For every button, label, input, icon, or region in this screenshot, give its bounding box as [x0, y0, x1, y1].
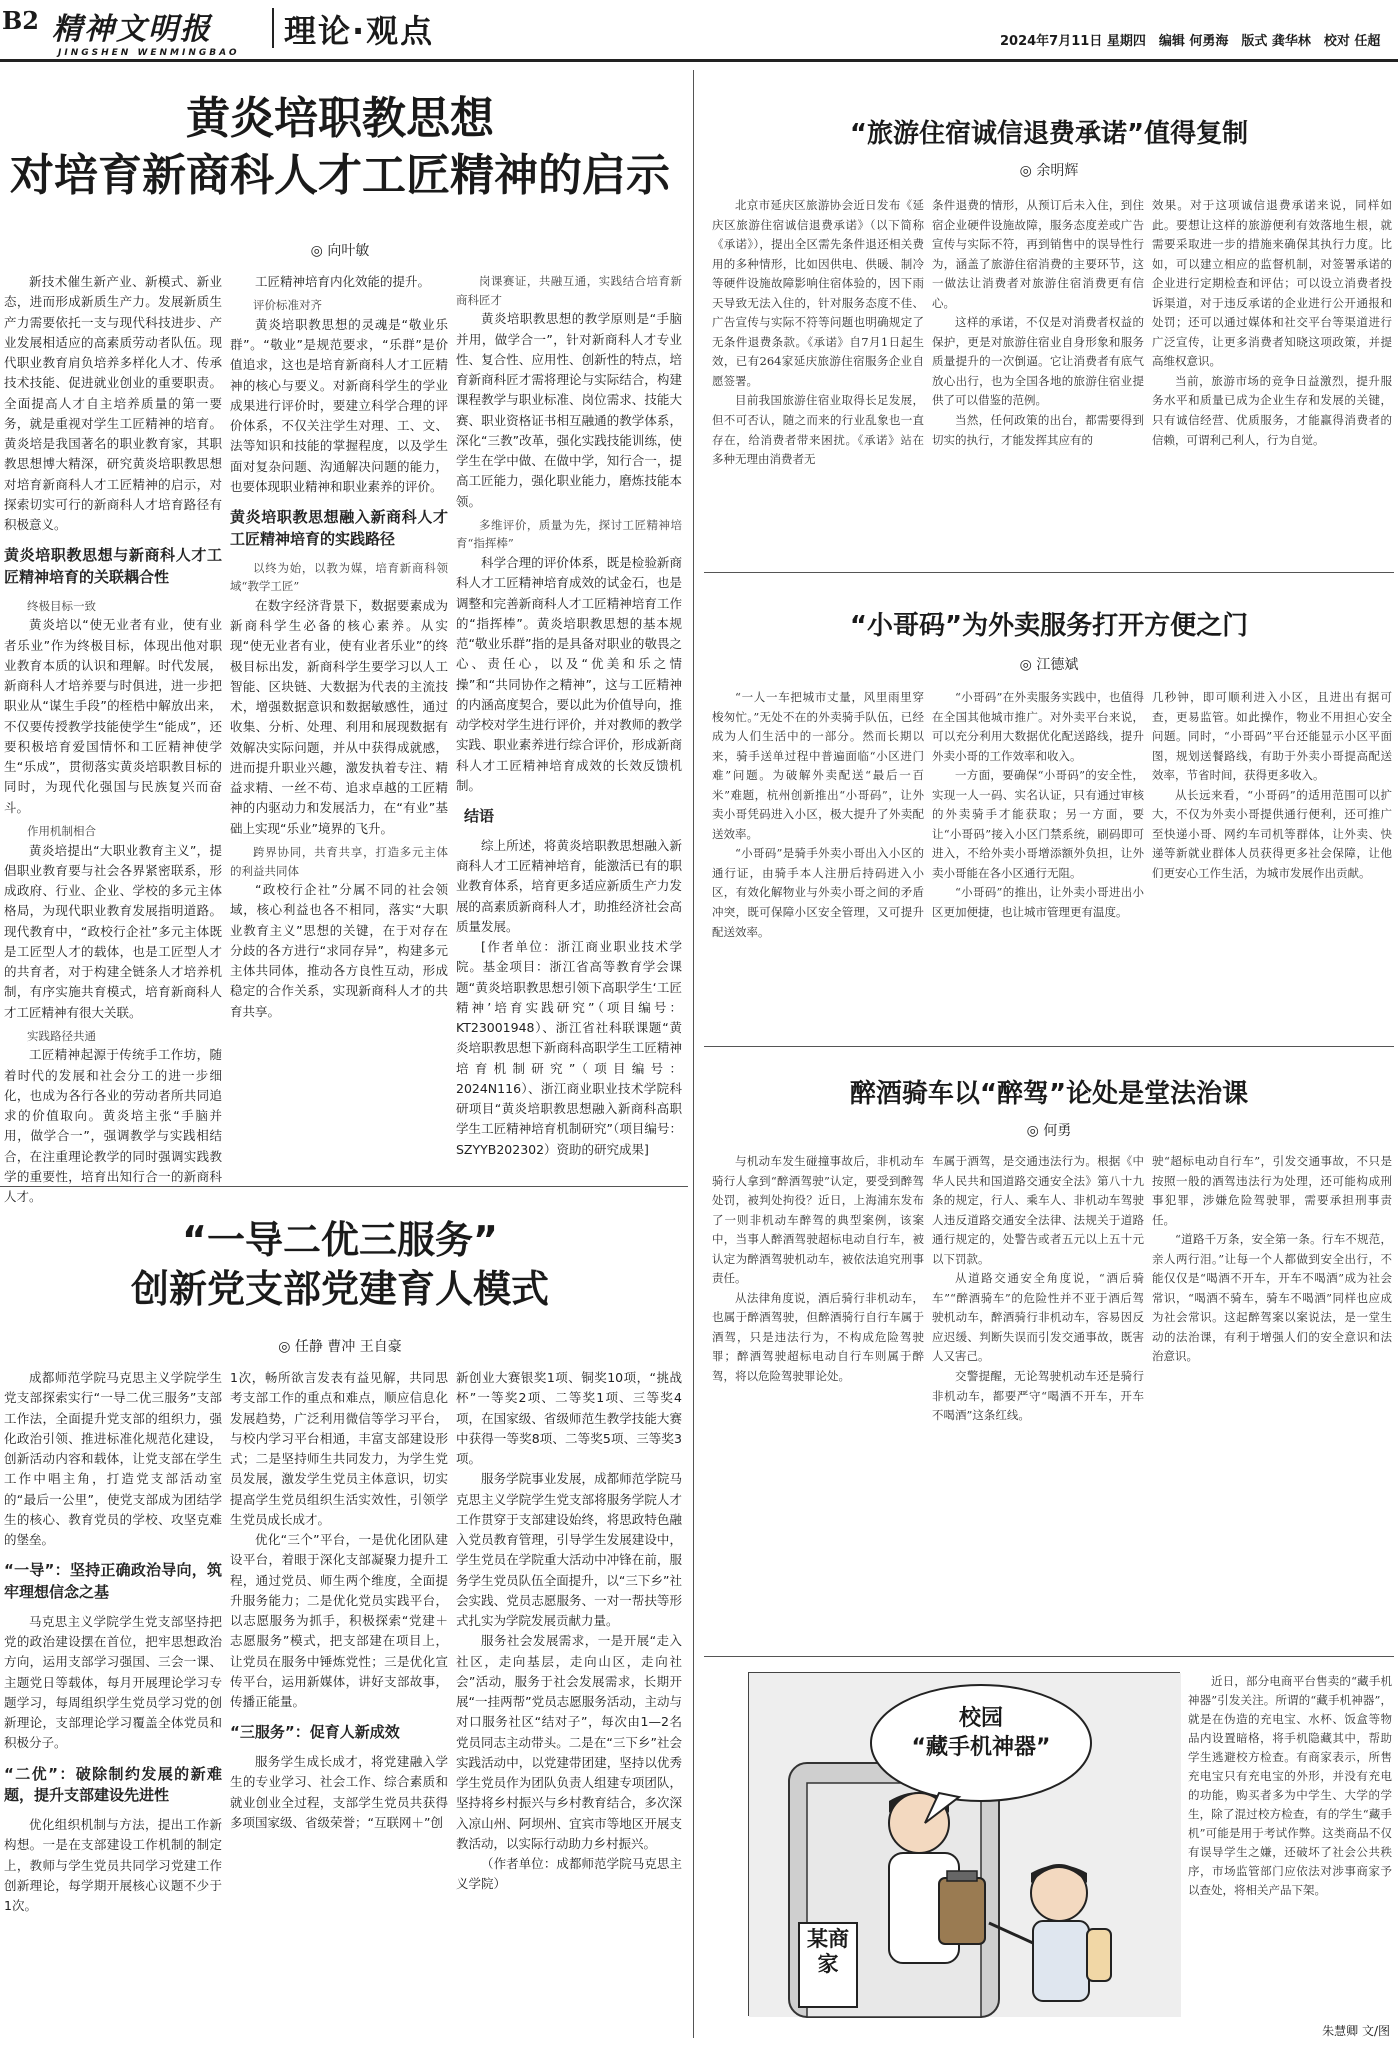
article-separator: [0, 1186, 688, 1187]
article-separator: [704, 1046, 1394, 1047]
page-vertical-divider: [693, 70, 694, 2038]
article5-column-3: [1152, 1152, 1392, 1646]
dateline: 2024年7月11日 星期四 编辑 何勇海 版式 龚华林 校对 任超: [1000, 34, 1381, 49]
article3-column-1: [712, 196, 924, 562]
paragraph: 条件退费的情形，从预订后未入住，到住宿企业硬件设施故障，服务态度差或广告宣传与实际不符，再到销售中的误导性行为，涵盖了旅游住宿消费的主要环节，这一做法让消费者对旅游住宿消费更有信心。: [932, 198, 1144, 310]
article5-headline: 醉酒骑车以“醉驾”论处是堂法治课: [849, 1079, 1249, 1109]
cartoon-caption: 近日，部分电商平台售卖的“藏手机神器”引发关注。所谓的“藏手机神器”，就是在伪造的充电宝、水杯、饭盒等物品内设置暗格，将手机隐藏其中，帮助学生逃避校方检查。有商家表示，所售充电宝只有充电宝的外形，并没有充电的功能，购买者多为中学生、大学的学生，除了混过校方检查，有的学生“藏手机”可能是用于考试作弊。这类商品不仅有误导学生之嫌，还破坏了社会公共秩序，市场监管部门应依法对涉事商家予以查处，将相关产品下架。: [1188, 1674, 1392, 1897]
paragraph: 工匠精神起源于传统手工作坊，随着时代的发展和社会分工的进一步细化，也成为各行各业的劳动者所共同追求的价值取向。黄炎培主张“手脑并用，做学合一”，强调教学与实践相结合，在注重理论教学的同时强调实践教学的重要性，培育出知行合一的新商科人才。: [4, 1047, 222, 1205]
minihead: 终极目标一致: [27, 598, 96, 613]
paragraph: 交警提醒，无论驾驶机动车还是骑行非机动车，都要严守“喝酒不开车，开车不喝酒”这条红线。: [932, 1369, 1144, 1423]
article3-column-3: [1152, 196, 1392, 562]
paragraph: 黄炎培提出“大职业教育主义”，提倡职业教育要与社会各界紧密联系，形成政府、行业、企业、学校的多元主体格局，为现代职业教育发展指明道路。现代教育中，“政校行企社”多元主体既是工匠型人才的载体，也是工匠型人才的共育者，对于构建全链条人才培养机制，有序实施共育模式，培育新商科人才工匠精神有很大关联。: [4, 842, 222, 1020]
article2-author-note: （作者单位：成都师范学院马克思主义学院）: [456, 1856, 682, 1892]
paragraph: 目前我国旅游住宿业取得长足发展，但不可否认，随之而来的行业乱象也一直存在，给消费者带来困扰。《承诺》站在多种无理由消费者无: [712, 393, 924, 467]
minihead: 多维评价，质量为先，探讨工匠精神培育“指挥棒”: [456, 517, 682, 551]
paragraph: 优化“三个”平台，一是优化团队建设平台，着眼于深化支部凝聚力提升工程，通过党员、师生两个维度，全面提升服务能力；二是优化党员实践平台，以志愿服务为抓手，积极探索“党建＋志愿服务”模式，把支部建在项目上，让党员在服务中锤炼党性；三是优化宣传平台，运用新媒体，讲好支部故事，传播正能量。: [230, 1532, 448, 1709]
paragraph: 科学合理的评价体系，既是检验新商科人才工匠精神培育成效的试金石，也是调整和完善新商科人才工匠精神培育工作的“指挥棒”。黄炎培职教思想的基本规范“敬业乐群”指的是具备对职业的敬畏之心、责任心，以及“优美和乐之情操”和“共同协作之精神”，这与工匠精神的内涵高度契合，要以此为价值导向，推动学校对学生进行评价，并对教师的教学实践、职业素养进行综合评价，形成新商科人才工匠精神培育成效的长效反馈机制。: [456, 555, 682, 793]
article4-column-3: [1152, 688, 1392, 1038]
article2-subhead-3: “三服务”：促育人新成效: [230, 1723, 400, 1742]
article2-column-2: [230, 1368, 448, 2042]
article3-byline: ◎ 余明辉: [1019, 163, 1079, 179]
article1-headline: [0, 90, 680, 204]
article2-subhead-2: “二优”：破除制约发展的新难题，提升支部建设先进性: [4, 1764, 222, 1805]
article1-author-note: [作者单位：浙江商业职业技术学院。基金项目：浙江省高等教育学会课题“黄炎培职教思想引领下高职学生‘工匠精神’培育实践研究”（项目编号：KT23001948）、浙江省社科联课题“黄炎培职教思想下新商科高职学生工匠精神培育机制研究”（项目编号：2024N116）、浙江商业职业技术学院科研项目“黄炎培职教思想融入新商科高职学生工匠精神培育机制研究”（项目编号：SZYYB202302）资助的研究成果]: [456, 939, 682, 1157]
minihead: 评价标准对齐: [253, 298, 322, 313]
paragraph: 从道路交通安全角度说，“酒后骑车”“醉酒骑车”的危险性并不亚于酒后驾驶机动车，醉酒骑行非机动车，容易因反应迟缓、判断失误而引发交通事故，既害人又害己。: [932, 1271, 1144, 1364]
paragraph: “小哥码”在外卖服务实践中，也值得在全国其他城市推广。对外卖平台来说，可以充分利用大数据优化配送路线，提升外卖小哥的工作效率和收入。: [932, 690, 1144, 763]
article-separator: [704, 1656, 1394, 1657]
minihead: 实践路径共通: [27, 1028, 96, 1043]
paragraph: 服务学生成长成才，将党建融入学生的专业学习、社会工作、综合素质和就业创业全过程，支部学生党员共获得多项国家级、省级荣誉；“互联网＋”创: [230, 1754, 448, 1830]
article5-column-2: [932, 1152, 1144, 1646]
minihead: 作用机制相合: [27, 823, 96, 838]
article1-conclusion-head: 结语: [464, 807, 495, 825]
paragraph: 黄炎培职教思想的灵魂是“敬业乐群”。“敬业”是规范要求，“乐群”是价值追求，这也是培育新商科人才工匠精神的核心与要义。对新商科学生的学业成果进行评价时，要建立科学合理的评价体系，不仅关注学生对理、工、文、法等知识和技能的掌握程度，以及学生面对复杂问题、沟通解决问题的能力，也要体现职业精神和职业素养的评价。: [230, 316, 448, 494]
article2-headline: [0, 1216, 680, 1315]
article1-column-2: [230, 272, 448, 1164]
paragraph: 在数字经济背景下，数据要素成为新商科学生必备的核心素养。从实现“使无业者有业，使有业者乐业”的终极目标出发，新商科学生要学习以人工智能、区块链、大数据为代表的主流技术，增强数据意识和数据敏感性，通过收集、分析、处理、利用和展现数据有效解决实际问题，并从中获得成就感，进而提升职业兴趣，激发执着专注、精益求精、一丝不苟、追求卓越的工匠精神的内驱动力和发展活力，在“有业”基础上实现“乐业”境界的飞升。: [230, 597, 448, 836]
paragraph: 黄炎培以“使无业者有业，使有业者乐业”作为终极目标，体现出他对职业教育本质的认识和理解。时代发展，新商科人才培养要与时俱进，进一步把职业从“谋生手段”的桎梏中解放出来，不仅要传授教学技能使学生“能成”，还要积极培育爱国情怀和工匠精神使学生“乐成”，贯彻落实黄炎培职教目标的同时，为现代化强国与民族复兴而奋斗。: [4, 617, 222, 815]
paragraph: 从法律角度说，酒后骑行非机动车，也属于醉酒驾驶，但醉酒骑行自行车属于酒驾，只是违法行为，不构成危险驾驶罪；醉酒驾驶超标电动自行车则属于醉驾，将以危险驾驶罪论处。: [712, 1290, 924, 1384]
masthead: [0, 0, 1398, 62]
paragraph: 工匠精神培育内化效能的提升。: [255, 274, 431, 289]
editorial-cartoon: [748, 1672, 1180, 2016]
article1-subhead-1: 黄炎培职教思想与新商科人才工匠精神培育的关联耦合性: [4, 546, 222, 586]
paragraph: 成都师范学院马克思主义学院学生党支部探索实行“一导二优三服务”支部工作法，全面提升党支部的组织力，强化政治引领、推进标准化规范化建设，创新活动内容和载体，让党支部在学生工作中唱主角，打造党支部活动室的“最后一公里”，使党支部成为团结学生的核心、教育党员的学校、攻坚克难的堡垒。: [4, 1370, 222, 1547]
minihead: 跨界协同，共育共享，打造多元主体的利益共同体: [230, 844, 448, 878]
article1-byline: ◎ 向叶敏: [310, 243, 370, 259]
shop-label: 某商家: [807, 1927, 849, 1977]
article2-column-1: [4, 1368, 222, 2042]
paragraph: 新创业大赛银奖1项、铜奖10项，“挑战杯”一等奖2项、二等奖1项、三等奖4项，在国家级、省级师范生教学技能大赛中获得一等奖8项、二等奖5项、三等奖3项。: [456, 1370, 682, 1466]
paragraph: 从长远来看，“小哥码”的适用范围可以扩大，不仅为外卖小哥提供通行便利，还可推广至快递小哥、网约车司机等群体，让外卖、快递等新就业群体人员获得更多社会保障，让他们更安心工作生活，为城市发展作出贡献。: [1152, 787, 1392, 880]
article1-column-1: [4, 272, 222, 1205]
paragraph: 车属于酒驾，是交通违法行为。根据《中华人民共和国道路交通安全法》第八十九条的规定，行人、乘车人、非机动车驾驶人违反道路交通安全法律、法规关于道路通行规定的，处警告或者五元以上五十元以下罚款。: [932, 1154, 1144, 1266]
paragraph: 与机动车发生碰撞事故后，非机动车骑行人拿到“醉酒驾驶”认定，要受到醉驾处罚，被判处拘役？近日，上海浦东发布了一则非机动车醉驾的典型案例，该案中，当事人醉酒驾驶超标电动自行车，被认定为醉酒驾驶机动车，被依法追究刑事责任。: [712, 1154, 924, 1286]
article4-byline: ◎ 江德斌: [1019, 657, 1079, 673]
paragraph: 马克思主义学院学生党支部坚持把党的政治建设摆在首位，把牢思想政治方向，运用支部学习强国、三会一课、主题党日等载体，每月开展理论学习专题学习，每周组织学生党员学习党的创新理论，支部理论学习覆盖全体党员和积极分子。: [4, 1613, 222, 1751]
article2-byline: ◎ 任静 曹冲 王自豪: [278, 1339, 402, 1355]
article5-column-1: [712, 1152, 924, 1646]
paragraph: 服务学院事业发展，成都师范学院马克思主义学院学生党支部将服务学院人才工作贯穿于支部建设始终，将思政特色融入党员教育管理，引导学生发展建设中，学生党员在学院重大活动中冲锋在前，服务学生党员队伍全面提升，以“三下乡”社会实践、党员志愿服务、一对一帮扶等形式扎实为学院发展贡献力量。: [456, 1471, 682, 1628]
article-separator: [704, 572, 1394, 573]
paragraph: 效果。对于这项诚信退费承诺来说，同样如此。要想让这样的旅游便利有效落地生根，就需要采取进一步的措施来确保其执行力度。比如，可以建立相应的监督机制，对签署承诺的企业进行定期检查和评估；可以设立消费者投诉渠道，对于违反承诺的企业进行公开通报和处罚；还可以通过媒体和社交平台等渠道进行广泛宣传，让更多消费者知晓这项政策，并提高维权意识。: [1152, 198, 1392, 369]
minihead: 以终为始，以教为媒，培育新商科领域“教学工匠”: [230, 560, 448, 594]
bubble-line-1: 校园: [958, 1706, 1003, 1731]
article4-column-2: [932, 688, 1144, 1038]
article2-column-3: [456, 1368, 682, 2042]
paragraph: 黄炎培职教思想的教学原则是“手脑并用，做学合一”，针对新商科人才专业性、复合性、应用性、创新性的特点，培育新商科匠才需将理论与实际结合，构建课程教学与职业标准、岗位需求、技能大赛、职业资格证书相互融通的教学体系，深化“三教”改革，强化实践技能训练，使学生在学中做、在做中学，知行合一，提高工匠能力，强化职业能力，磨炼技能本领。: [456, 311, 682, 509]
paragraph: 这样的承诺，不仅是对消费者权益的保护，更是对旅游住宿业自身形象和服务质量提升的一次倒逼。它让消费者有底气放心出行，也为全国各地的旅游住宿业提供了可以借鉴的范例。: [932, 315, 1144, 408]
article3-headline: “旅游住宿诚信退费承诺”值得复制: [849, 119, 1249, 149]
paragraph: 优化组织机制与方法，提出工作新构想。一是在支部建设工作机制的制定上，教师与学生党员共同学习党建工作创新理论，每学期开展核心议题不少于1次。: [4, 1817, 222, 1913]
paragraph: 当然，任何政策的出台，都需要得到切实的执行，才能发挥其应有的: [932, 413, 1144, 447]
paragraph: 北京市延庆区旅游协会近日发布《延庆区旅游住宿诚信退费承诺》（以下简称《承诺》），提出全区需先条件退还相关费用的多种情形，比如因供电、供暖、制冷等硬件设施故障影响住宿体验的，因下雨天导致无法入住的，针对服务态度不佳、广告宣传与实际不符等问题也明确规定了无条件退费条款。《承诺》自7月1日起生效，已有264家延庆旅游住宿服务企业自愿签署。: [712, 198, 924, 388]
section-title: 理论·观点: [284, 12, 435, 50]
article2-title-line2: 创新党支部党建育人模式: [130, 1267, 549, 1312]
paragraph: 综上所述，将黄炎培职教思想融入新商科人才工匠精神培育，能激活已有的职业教育体系，培育更多适应新质生产力发展的高素质新商科人才，助推经济社会高质量发展。: [456, 837, 682, 934]
paragraph: 服务社会发展需求，一是开展“走入社区，走向基层，走向山区，走向社会”活动，服务于社会发展需求，长期开展“一挂两帮”党员志愿服务活动，主动与对口服务社区“结对子”，每次由1—2名党员同志主动带头。二是在“三下乡”社会实践活动中，以党建带团建，坚持以优秀学生党员作为团队负责人组建专项团队，坚持将乡村振兴与乡村教育结合，多次深入凉山州、阿坝州、宜宾市等地区开展支教活动，以实际行动助力乡村振兴。: [456, 1633, 682, 1851]
article3-column-2: [932, 196, 1144, 562]
paragraph: 一方面，要确保“小哥码”的安全性，实现一人一码、实名认证，只有通过审核的外卖骑手才能获取；另一方面，要让“小哥码”接入小区门禁系统，刷码即可进入，不给外卖小哥增添额外负担，让外卖小哥能在各小区通行无阻。: [932, 768, 1144, 880]
minihead: 岗课赛证，共融互通，实践结合培育新商科匠才: [456, 274, 682, 307]
paragraph: “小哥码”的推出，让外卖小哥进出小区更加便捷，也让城市管理更有温度。: [932, 885, 1144, 920]
masthead-divider: [272, 8, 274, 48]
article4-column-1: [712, 688, 924, 1038]
paragraph: 当前，旅游市场的竞争日益激烈，提升服务水平和质量已成为企业生存和发展的关键，只有诚信经营、优质服务，才能赢得消费者的信赖，可谓利己利人，行为自觉。: [1152, 373, 1392, 447]
article4-headline: “小哥码”为外卖服务打开方便之门: [849, 611, 1249, 641]
article2-subhead-1: “一导”：坚持正确政治导向，筑牢理想信念之基: [4, 1561, 222, 1601]
backpack-icon: [1087, 1929, 1111, 1981]
paragraph: 1次，畅所欲言发表有益见解，共同思考支部工作的重点和难点，顺应信息化发展趋势，广泛利用微信等学习平台，与校内学习平台相通，丰富支部建设形式；二是坚持师生共同发力，为学生党员发展，激发学生党员主体意识，切实提高学生党员组织生活实效性，引领学生党员成长成才。: [230, 1370, 448, 1527]
paragraph: 驶“超标电动自行车”，引发交通事故，不只是按照一般的酒驾违法行为处理，还可能构成刑事犯罪，涉嫌危险驾驶罪，需要承担刑事责任。: [1152, 1154, 1392, 1227]
article1-column-3: [456, 272, 682, 1164]
cartoon-credit: 朱慧卿 文/图: [1322, 2024, 1390, 2038]
student-body: [1033, 1921, 1089, 2001]
paragraph: “政校行企社”分属不同的社会领域，核心利益也各不相同，落实“大职业教育主义”思想的关键，在于对存在分歧的各方进行“求同存异”，构建多元主体共同体，推动各方良性互动，形成稳定的合作关系，实现新商科人才的共育共享。: [230, 882, 448, 1019]
bubble-line-2: “藏手机神器”: [911, 1734, 1051, 1760]
paragraph: “一人一车把城市丈量，风里雨里穿梭匆忙。”无处不在的外卖骑手队伍，已经成为人们生活中的一部分。然而长期以来，骑手送单过程中普遍面临“小区进门难”问题。为破解外卖配送“最后一百米”难题，杭州创新推出“小哥码”，让外卖小哥凭码进入小区，极大提升了外卖配送效率。: [712, 690, 924, 841]
article1-title-line1: 黄炎培职教思想: [186, 93, 494, 144]
article2-title-line1: “一导二优三服务”: [182, 1218, 498, 1262]
paragraph: “小哥码”是骑手外卖小哥出入小区的通行证，由骑手本人注册后持码进入小区，有效化解物业与外卖小哥之间的矛盾冲突，既可保障小区安全管理，又可提升配送效率。: [712, 846, 924, 939]
speech-bubble-text: [889, 1705, 1073, 1762]
newspaper-logo: 精神文明报: [52, 12, 212, 47]
article1-subhead-2: 黄炎培职教思想融入新商科人才工匠精神培育的实践路径: [230, 508, 448, 548]
paragraph: 新技术催生新产业、新模式、新业态，进而形成新质生产力。发展新质生产力需要依托一支与现代科技进步、产业发展相适应的高素质劳动者队伍。现代职业教育肩负培养多样化人才、传承技术技能、促进就业创业的重要职责。全面提高人才自主培养质量的第一要务，就是重视对学生工匠精神的培育。黄炎培是我国著名的职业教育家，其职教思想博大精深，研究黄炎培职教思想对培育新商科人才工匠精神的启示，对探索切实可行的新商科人才培育路径有积极意义。: [4, 274, 222, 532]
fake-thermos-icon: [939, 1878, 985, 1944]
logo-pinyin: JINGSHEN WENMINGBAO: [58, 48, 240, 58]
paragraph: “道路千万条，安全第一条。行车不规范，亲人两行泪。”让每一个人都做到安全出行，不能仅仅是“喝酒不开车，开车不喝酒”成为社会常识，“喝酒不骑车，骑车不喝酒”同样也应成为社会常识。这起醉驾案以案说法，是一堂生动的法治课，有利于增强人们的安全意识和法治意识。: [1152, 1232, 1392, 1364]
page-number: B2: [2, 6, 39, 35]
article1-title-line2: 对培育新商科人才工匠精神的启示: [10, 150, 670, 202]
article5-byline: ◎ 何勇: [1026, 1123, 1072, 1139]
paragraph: 几秒钟，即可顺利进入小区，且进出有据可查，更易监管。如此操作，物业不用担心安全问题。同时，“小哥码”平台还能显示小区平面图，规划送餐路线，有助于外卖小哥提高配送效率，节省时间，获得更多收入。: [1152, 690, 1392, 783]
